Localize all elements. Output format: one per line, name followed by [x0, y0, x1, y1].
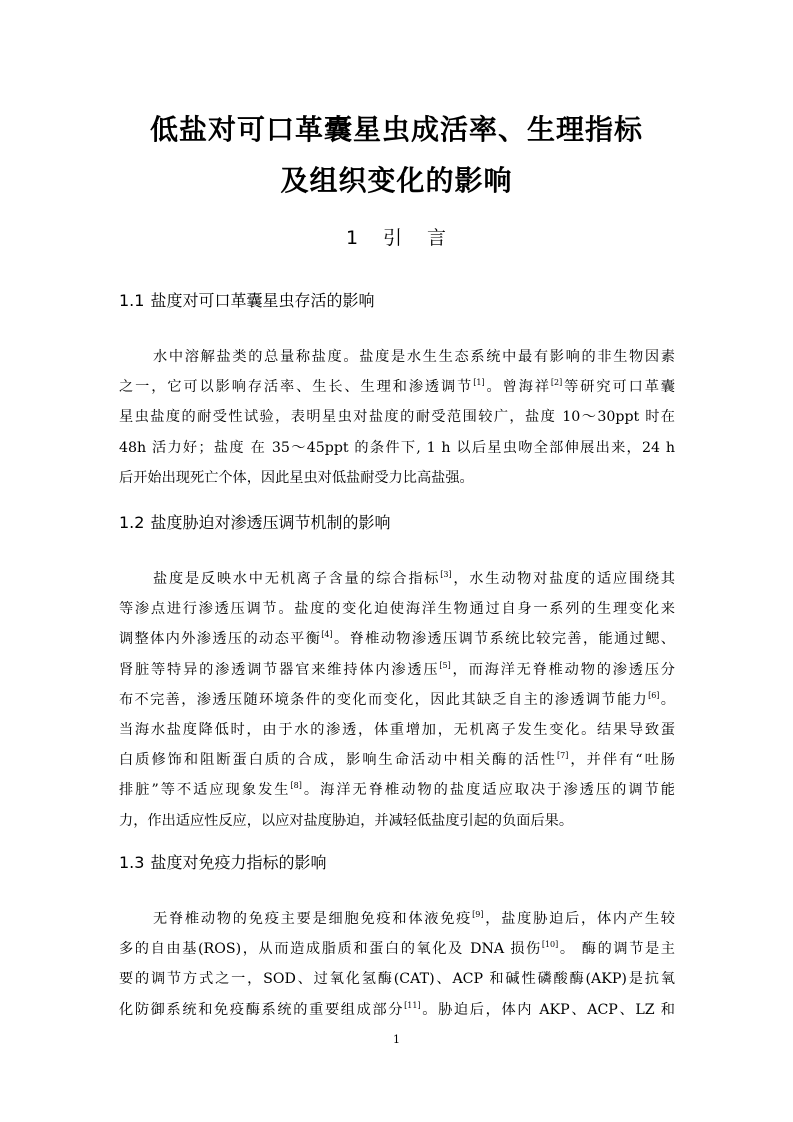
- chapter-number: 1: [345, 227, 360, 249]
- text-line: 盐度是反映水中无机离子含量的综合指标[3]，水生动物对盐度的适应围绕其: [153, 570, 675, 587]
- citation-ref: [8]: [290, 781, 302, 791]
- section-1-3-paragraph: [119, 904, 675, 1025]
- text-line: 星虫盐度的耐受性试验，表明星虫对盐度的耐受范围较广，盐度 10～30ppt 时在: [119, 409, 675, 426]
- section-heading-1-2: [119, 515, 390, 531]
- text-line: 调整体内外渗透压的动态平衡[4]。脊椎动物渗透压调节系统比较完善，能通过鳃、: [119, 630, 675, 648]
- text-line: 等渗点进行渗透压调节。盐度的变化迫使海洋生物通过自身一系列的生理变化来: [119, 601, 675, 618]
- text-line: 水中溶解盐类的总量称盐度。盐度是水生生态系统中最有影响的非生物因素: [153, 349, 675, 365]
- chapter-title-char-1: 引: [383, 227, 404, 249]
- paper-title-line-2: 及组织变化的影响: [280, 164, 513, 197]
- citation-ref: [10]: [541, 940, 559, 950]
- section-title: 盐度胁迫对渗透压调节机制的影响: [150, 513, 391, 532]
- citation-ref: [11]: [404, 1000, 421, 1010]
- text-line: 化防御系统和免疫酶系统的重要组成部分[11]。胁迫后，体内 AKP、ACP、LZ 和: [119, 1000, 675, 1018]
- section-1-2-paragraph: [119, 564, 675, 836]
- section-number: 1.1: [119, 291, 145, 310]
- text-line: 无脊椎动物的免疫主要是细胞免疫和体液免疫[9]，盐度胁迫后，体内产生较: [153, 910, 675, 927]
- text-line: 多的自由基(ROS)，从而造成脂质和蛋白的氧化及 DNA 损伤[10]。 酶的调节是主: [119, 940, 675, 958]
- chapter-heading: [0, 229, 793, 248]
- text-line: 要的调节方式之一，SOD、过氧化氢酶(CAT)、ACP 和碱性磷酸酶(AKP)是抗氧: [119, 971, 675, 988]
- text-line: 之一，它可以影响存活率、生长、生理和渗透调节[1]。曾海祥[2]等研究可口革囊: [119, 378, 675, 396]
- section-1-1-paragraph: [119, 342, 675, 493]
- text-line: 48h 活力好；盐度 在 35～45ppt 的条件下, 1 h 以后星虫吻全部伸展出来，24 h: [119, 439, 675, 456]
- citation-ref: [4]: [321, 630, 333, 640]
- section-heading-1-3: [119, 855, 326, 871]
- citation-ref: [6]: [648, 690, 660, 700]
- citation-ref: [3]: [440, 570, 452, 579]
- section-title: 盐度对可口革囊星虫存活的影响: [150, 291, 375, 310]
- text-line: 当海水盐度降低时，由于水的渗透，体重增加，无机离子发生变化。结果导致蛋: [119, 721, 675, 738]
- section-number: 1.3: [119, 853, 145, 872]
- text-line: 布不完善，渗透压随环境条件的变化而变化，因此其缺乏自主的渗透调节能力[6]。: [119, 690, 675, 708]
- text-line: 排脏”等不适应现象发生[8]。海洋无脊椎动物的盐度适应取决于渗透压的调节能: [119, 781, 675, 799]
- citation-ref: [1]: [473, 378, 485, 388]
- text-line: 肾脏等特异的渗透调节器官来维持体内渗透压[5]，而海洋无脊椎动物的渗透压分: [119, 660, 675, 678]
- text-line: 力，作出适应性反应，以应对盐度胁迫，并减轻低盐度引起的负面后果。: [119, 812, 574, 829]
- section-number: 1.2: [119, 513, 145, 532]
- citation-ref: [5]: [439, 660, 451, 670]
- citation-ref: [2]: [550, 378, 563, 388]
- citation-ref: [7]: [557, 751, 569, 761]
- citation-ref: [9]: [472, 910, 484, 919]
- section-heading-1-1: [119, 293, 374, 309]
- section-title: 盐度对免疫力指标的影响: [150, 853, 327, 872]
- chapter-title-char-2: 言: [427, 227, 448, 249]
- text-line: 白质修饰和阻断蛋白质的合成，影响生命活动中相关酶的活性[7]，并伴有“吐肠: [119, 751, 675, 769]
- page-number: 1: [393, 1033, 400, 1046]
- text-line: 后开始出现死亡个体，因此星虫对低盐耐受力比高盐强。: [119, 469, 474, 486]
- paper-title-line-1: 低盐对可口革囊星虫成活率、生理指标: [149, 113, 643, 146]
